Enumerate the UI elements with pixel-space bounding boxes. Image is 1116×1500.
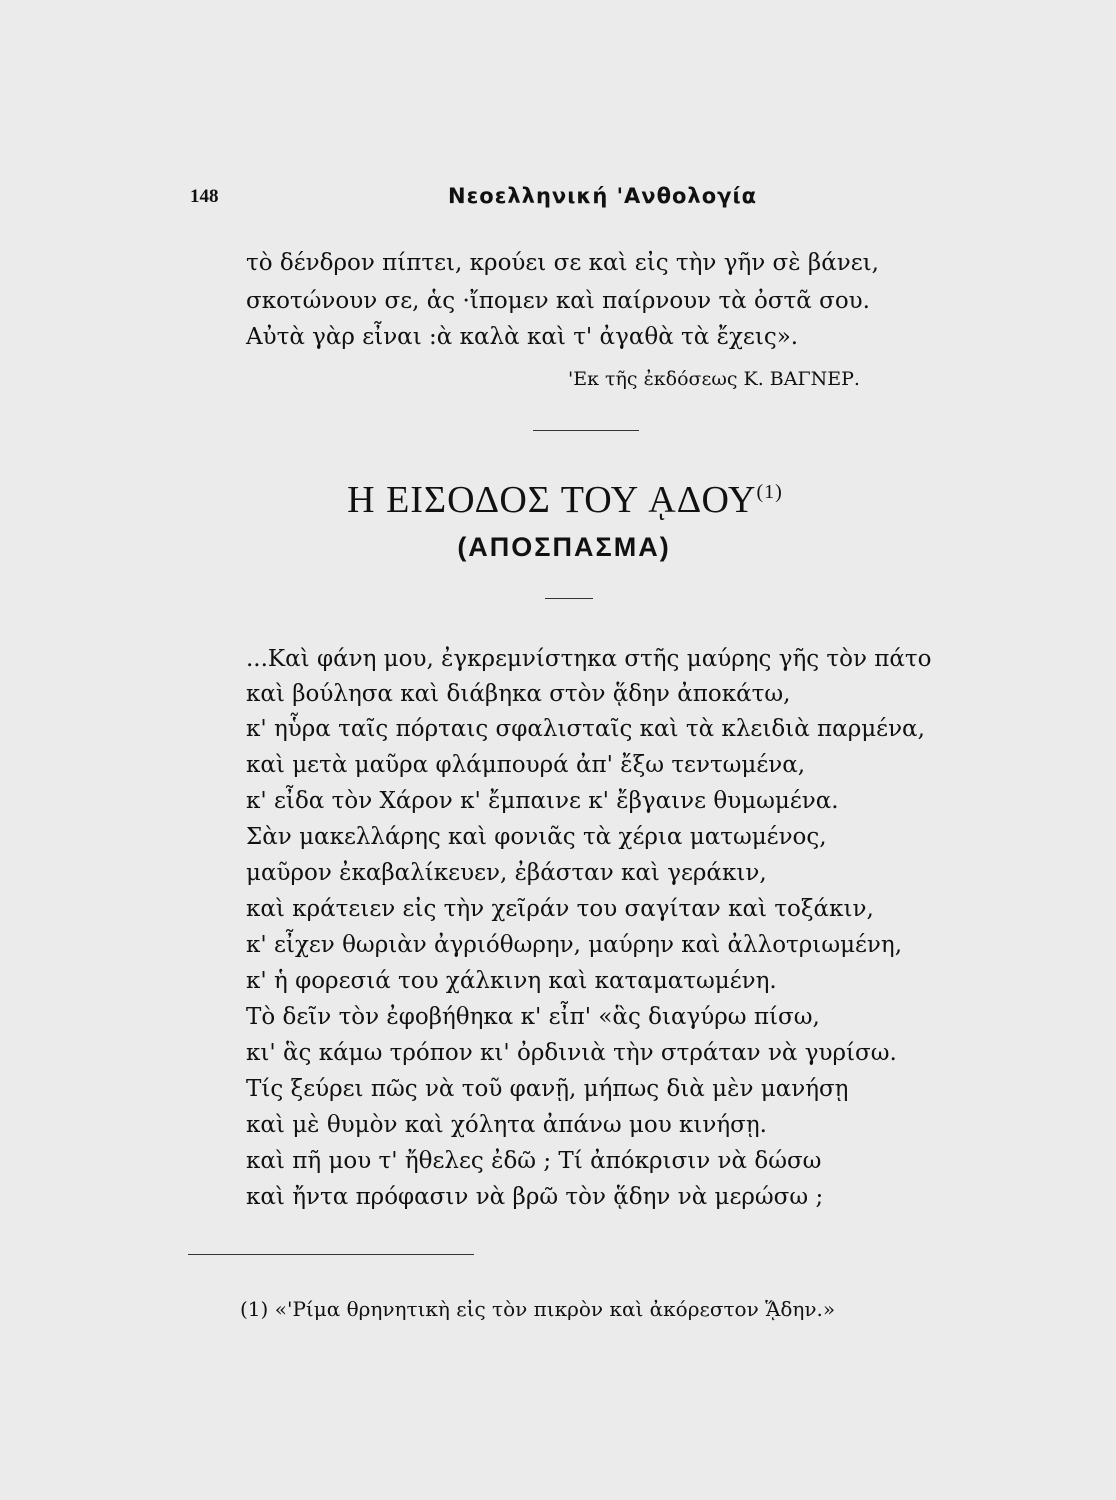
verse-line: κ' εἶδα τὸν Χάρον κ' ἔμπαινε κ' ἔβγαινε θυμωμένα. [246, 788, 839, 814]
verse-line: καὶ μὲ θυμὸν καὶ χόλητα ἀπάνω μου κινήσῃ. [246, 1112, 767, 1138]
verse-line: καὶ κράτειεν εἰς τὴν χεῖράν του σαγίταν καὶ τοξάκιν, [246, 896, 874, 922]
footnote-reference: (1) [756, 481, 783, 503]
verse-line: καὶ ἤντα πρόφασιν νὰ βρῶ τὸν ᾅδην νὰ μερώσω ; [246, 1184, 824, 1210]
verse-line: καὶ πῆ μου τ' ἤθελες ἐδῶ ; Τί ἀπόκρισιν νὰ δώσω [246, 1148, 822, 1174]
verse-line: τὸ δένδρον πίπτει, κρούει σε καὶ εἰς τὴν γῆν σὲ βάνει, [246, 250, 879, 276]
verse-line: ...Καὶ φάνη μου, ἐγκρεμνίστηκα στῆς μαύρης γῆς τὸν πάτο [246, 646, 932, 672]
running-title: Νεοελληνική 'Ανθολογία [448, 184, 758, 208]
title-divider [545, 598, 593, 599]
verse-line: κι' ἃς κάμω τρόπον κι' ὀρδινιὰ τὴν στράταν νὰ γυρίσω. [246, 1040, 897, 1066]
poem-subtitle: (ΑΠΟΣΠΑΣΜΑ) [457, 532, 671, 562]
section-divider [533, 430, 639, 431]
verse-line: καὶ μετὰ μαῦρα φλάμπουρά ἀπ' ἔξω τεντωμένα, [246, 752, 806, 778]
footnote-text: «'Ρίμα θρηνητικὴ εἰς τὸν πικρὸν καὶ ἀκόρεστον ᾍδην.» [274, 1297, 836, 1321]
footnote [240, 1297, 835, 1321]
verse-line: Τίς ξεύρει πῶς νὰ τοῦ φανῇ, μήπως διὰ μὲν μανήσῃ [246, 1076, 849, 1102]
footnote-rule [188, 1254, 474, 1255]
verse-line: κ' ἡ φορεσιά του χάλκινη καὶ καταματωμένη. [246, 968, 777, 994]
verse-line: Τὸ δεῖν τὸν ἐφοβήθηκα κ' εἶπ' «ἃς διαγύρω πίσω, [246, 1004, 820, 1030]
source-credit: 'Εκ τῆς ἐκδόσεως Κ. ΒΑΓΝΕΡ. [568, 368, 860, 390]
verse-line: κ' ηὗρα ταῖς πόρταις σφαλισταῖς καὶ τὰ κλειδιὰ παρμένα, [246, 716, 925, 742]
poem-title-text: Η ΕΙΣΟΔΟΣ ΤΟΥ ᾼΔΟΥ [347, 479, 757, 521]
poem-title [0, 478, 1116, 522]
verse-line: Σὰν μακελλάρης καὶ φονιᾶς τὰ χέρια ματωμένος, [246, 824, 827, 850]
verse-line: κ' εἶχεν θωριὰν ἀγριόθωρην, μαύρην καὶ ἀλλοτριωμένη, [246, 932, 903, 958]
verse-line: Αὐτὰ γὰρ εἶναι :ὰ καλὰ καὶ τ' ἀγαθὰ τὰ ἔχεις». [246, 324, 799, 350]
verse-line: καὶ βούλησα καὶ διάβηκα στὸν ᾅδην ἀποκάτω, [246, 681, 791, 707]
footnote-marker: (1) [240, 1297, 269, 1321]
verse-line: σκοτώνουν σε, ἁς ·ἴπομεν καὶ παίρνουν τὰ ὀστᾶ σου. [246, 288, 870, 314]
verse-line: μαῦρον ἐκαβαλίκευεν, ἐβάσταν καὶ γεράκιν, [246, 860, 767, 886]
page-number: 148 [190, 186, 219, 207]
